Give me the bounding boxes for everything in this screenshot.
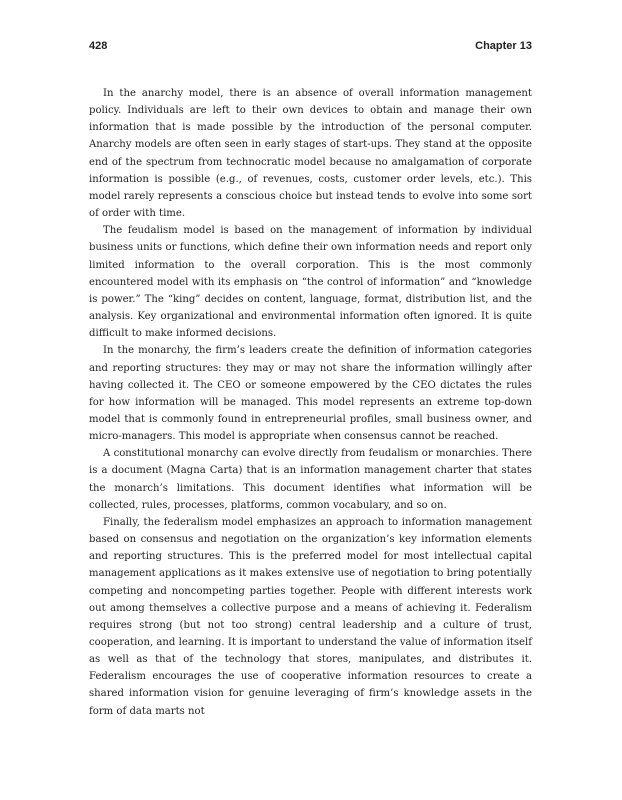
paragraph-feudalism: The feudalism model is based on the management of information by individual business units or functions, which define their own information needs and report only limited information to the overall corporation. This is the most commonly encountered model with its emphasis on “the control of information” and “knowledge is power.” The “king” decides on content, language, format, distribution list, and the analysis. Key organizational and environmental information often ignored. It is quite difficult to make informed decisions. — [89, 225, 532, 340]
running-header — [89, 40, 532, 56]
chapter-title: Chapter 13 — [475, 40, 532, 52]
page-number: 428 — [89, 40, 108, 52]
paragraph-federalism: Finally, the federalism model emphasizes an approach to information management based on consensus and negotiation on the organization’s key information elements and reporting structures. This is the preferred model for most intellectual capital management applications as it makes extensive use of negotiation to bring potentially competing and noncompeting parties together. People with different interests work out among themselves a collective purpose and a means of achieving it. Federalism requires strong (but not too strong) central leadership and a culture of trust, cooperation, and learning. It is important to understand the value of information itself as well as that of the technology that stores, manipulates, and distributes it. Federalism encourages the use of cooperative information resources to create a shared information vision for genuine leveraging of firm’s knowledge assets in the form of data marts not — [89, 516, 532, 717]
paragraph-constitutional-monarchy: A constitutional monarchy can evolve directly from feudalism or monarchies. There is a document (Magna Carta) that is an information management charter that states the monarch’s limitations. This document identifies what information will be collected, rules, processes, platforms, common vocabulary, and so on. — [89, 448, 532, 511]
paragraph-anarchy: In the anarchy model, there is an absence of overall information management policy. Individuals are left to their own devices to obtain and manage their own information that is made possible by the introduction of the personal computer. Anarchy models are often seen in early stages of start-ups. They stand at the opposite end of the spectrum from technocratic model because no amalgamation of corporate information is possible (e.g., of revenues, costs, customer order levels, etc.). This model rarely represents a conscious choice but instead tends to evolve into some sort of order with time. — [89, 88, 532, 220]
paragraph-monarchy: In the monarchy, the firm’s leaders create the definition of information categories and reporting structures: they may or may not share the information willingly after having collected it. The CEO or someone empowered by the CEO dictates the rules for how information will be managed. This model represents an extreme top-down model that is commonly found in entrepreneurial profiles, small business owner, and micro-managers. This model is appropriate when consensus cannot be reached. — [89, 345, 532, 443]
body-text — [89, 85, 532, 720]
